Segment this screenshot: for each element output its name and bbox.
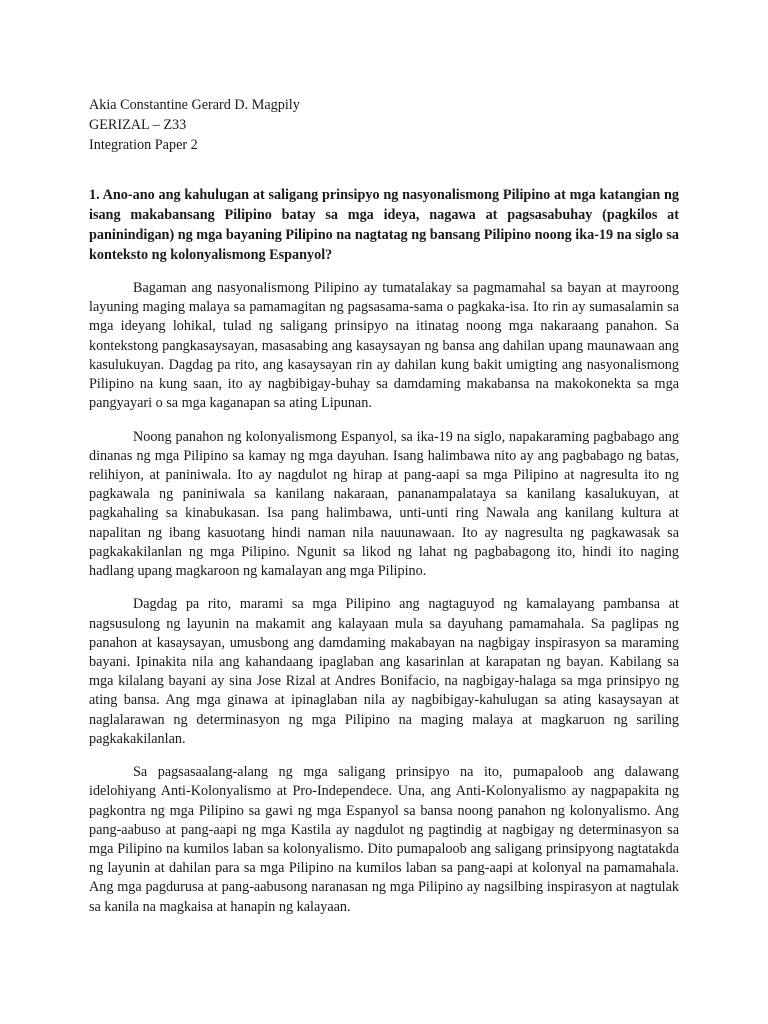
author-name: Akia Constantine Gerard D. Magpily: [89, 97, 300, 113]
body-paragraph-2: Noong panahon ng kolonyalismong Espanyol, sa ika-19 na siglo, napakaraming pagbabago ang dinanas ng mga Pilipino sa kamay ng mga dayuhan. Isang halimbawa nito ay ang pagbabago ng batas, relihiyon, at paniniwala. Ito ay nagdulot ng hirap at pang-aapi sa mga Pilipino at nagresulta ito ng pagkawala ng paniniwala sa kanilang nakaraan, pananampalataya sa kanilang kasalukuyan, at pagkahaling sa kinabukasan. Isa pang halimbawa, unti-unti ring Nawala ang kanilang kultura at napalitan ng ibang kasuotang hindi naman nila nauunawaan. Ito ay nagresulta ng pagkawasak sa pagkakakilanlan ng mga Pilipino. Ngunit sa likod ng lahat ng pagbabagong ito, hindi ito naging hadlang upang magkaroon ng kamalayan ang mga Pilipino.: [89, 428, 679, 580]
body-paragraph-3: Dagdag pa rito, marami sa mga Pilipino ang nagtaguyod ng kamalayang pambansa at nagsusulong ng layunin na makamit ang kalayaan mula sa dayuhang pamamahala. Sa paglipas ng panahon at kasaysayan, umusbong ang damdaming makabayan na nagbigay inspirasyon sa maraming bayani. Ipinakita nila ang kahandaang ipaglaban ang kasarinlan at karapatan ng bayan. Kabilang sa mga kilalang bayani ay sina Jose Rizal at Andres Bonifacio, na nagbigay-halaga sa mga prinsipyo ng ating bansa. Ang mga ginawa at ipinaglaban nila ay nagbibigay-kahulugan sa ating kasaysayan at naglalarawan ng determinasyon ng mga Pilipino na maging malaya at magkaruon ng sariling pagkakakilanlan.: [89, 596, 679, 747]
body-paragraph-1: Bagaman ang nasyonalismong Pilipino ay tumatalakay sa pagmamahal sa bayan at mayroong layuning maging malaya sa pamamagitan ng pagsasama-sama o pagkaka-isa. Ito rin ay sumasalamin sa mga ideyang lohikal, tulad ng saligang prinsipyo na itinatag noong mga nakaraang panahon. Sa kontekstong pangkasaysayan, masasabing ang kasaysayan ng bansa ang dahilan upang maunawaan ang kasulukuyan. Dagdag pa rito, ang kasaysayan rin ay dahilan kung bakit umigting ang nasyonalismong Pilipino na kung saan, ito ay nagbibigay-buhay sa damdaming makabansa na makokonekta sa mga pangyayari o sa mga kaganapan sa ating Lipunan.: [89, 280, 679, 412]
question-heading: 1. Ano-ano ang kahulugan at saligang prinsipyo ng nasyonalismong Pilipino at mga katangian ng isang makabansang Pilipino batay sa mga ideya, nagawa at pagsasabuhay (pagkilos at paninindigan) ng mga bayaning Pilipino na nagtatag ng bansang Pilipino noong ika-19 na siglo sa konteksto ng kolonyalismong Espanyol?: [89, 187, 679, 263]
document-header: [89, 95, 679, 155]
body-paragraph-4: Sa pagsasaalang-alang ng mga saligang prinsipyo na ito, pumapaloob ang dalawang idelohiyang Anti-Kolonyalismo at Pro-Independece. Una, ang Anti-Kolonyalismo ay nagpapakita ng pagkontra ng mga Pilipino sa gawi ng mga Espanyol sa bansa noong panahon ng kolonyalismo. Ang pang-aabuso at pang-aapi ng mga Kastila ay nagdulot ng pagtindig at nagbigay ng determinasyon sa mga Pilipino na kumilos laban sa kolonyalismo. Dito pumapaloob ang saligang prinsipyong nagtatakda ng layunin at dahilan para sa mga Pilipino na kumilos laban sa pang-aapi at kolonyal na pamamahala. Ang mga pagdurusa at pang-aabusong naranasan ng mga Pilipino ay nagsilbing inspirasyon at nagtulak sa kanila na magkaisa at hanapin ng kalayaan.: [89, 764, 679, 915]
paper-title: Integration Paper 2: [89, 137, 198, 153]
course-code: GERIZAL – Z33: [89, 117, 187, 133]
